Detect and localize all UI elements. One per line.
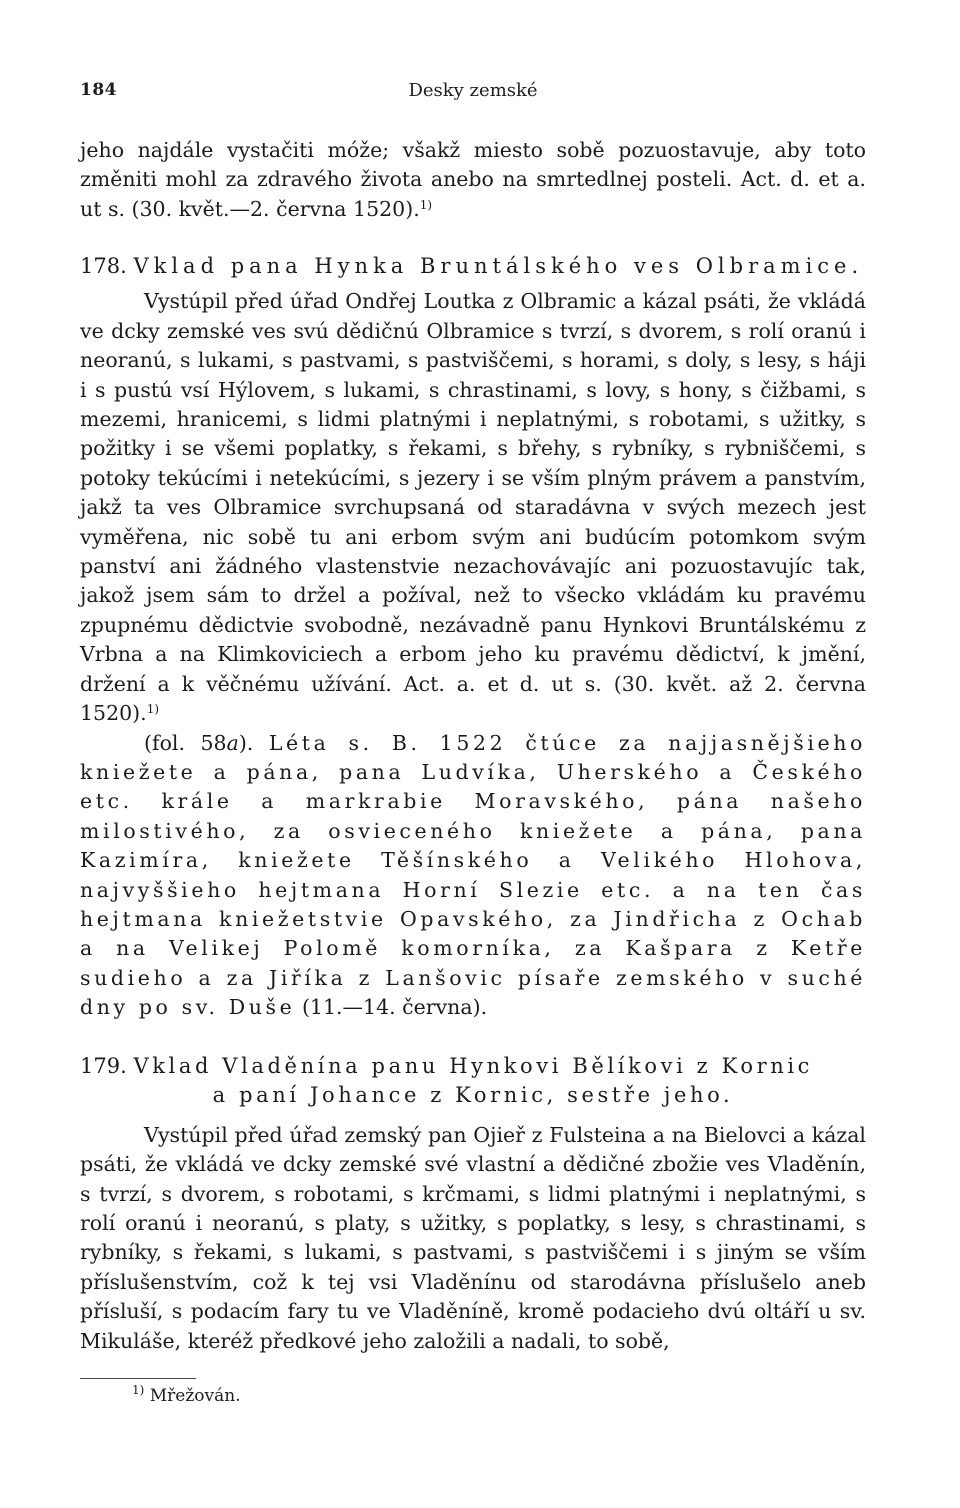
date-formula: Léta s. B. 1522 čtúce za najjasnějšieho kniežete a pána, pana Ludvíka, Uherského a Českého etc. krále a markrabie Moravského, pána našeho milostivého, za osvieceného kniežete a pána, pana Kazimíra, kniežete Těšínského a Velikého Hlohova, najvyššieho hejtmana Horní Slezie etc. a na ten čas hejtmana kniežetstvie Opavského, za Jindřicha z Ochab a na Velikej Polomě komorníka, za Kašpara z Ketře sudieho a za Jiříka z Lanšovic písaře zemského v suché dny po sv. Duše [80,730,866,1020]
page-number: 184 [80,80,117,100]
paragraph: Vystúpil před úřad Ondřej Loutka z Olbramic a kázal psáti, že vkládá ve dcky zemské ves svú dědičnú Olbramice s tvrzí, s dvorem, s rolí oranú i neoranú, s lukami, s pastvami, s pastviščemi, s horami, s doly, s lesy, s háji i s pustú vsí Hýlovem, s lukami, s chrastinami, s lovy, s hony, s čižbami, s mezemi, hranicemi, s lidmi platnými i neplatnými, s robotami, s užitky, s požitky i se všemi poplatky, s řekami, s břehy, s rybníky, s rybniščemi, s potoky tekúcími i netekúcími, s jezery i se vším plným právem a panstvím, jakž ta ves Olbramice svrchupsaná od staradávna v svých mezech jest vyměřena, nic sobě tu ani erbom svým ani budúcím potomkom svým panství ani žádného vlastenstvie nezachovávajíc ani pozuostavujíc tak, jakož jsem sám to držel a požíval, než to všecko vkládám ku pravému zpupnému dědictvie svobodně, nezávadně panu Hynkovi Bruntálskému z Vrbna a na Klimkoviciech a erbom jeho ku pravému dědictví, k jmění, držení a k věčnému užívání. Act. a. et d. ut s. (30. květ. až 2. června 1520).$^{1)}$ [80,289,866,726]
entry-177-continuation [80,136,866,224]
entry-179 [80,1052,866,1356]
entry-title-line2: a paní Johance z Kornic, sestře jeho. [212,1083,734,1108]
footnote [132,1382,241,1411]
entry-title: Vklad pana Hynka Bruntálského ves Olbramice. [133,254,864,278]
entry-number: 178. [80,254,127,278]
date-range: (11.—14. června). [301,995,488,1020]
running-title: Desky zemské [408,80,538,101]
entry-title: Vklad Vladěnína panu Hynkovi Bělíkovi z Kornic [133,1054,814,1078]
entry-178 [80,252,866,1023]
entry-number: 179. [80,1054,127,1078]
footnote-text: Mřežován. [149,1386,241,1406]
footnote-divider [80,1378,196,1379]
folio-ref: (fol. 58a). [144,730,254,755]
paragraph: jeho najdále vystačiti móže; všakž miesto sobě pozuostavuje, aby toto změniti mohl za zdravého života anebo na smrtedlnej posteli. Act. d. et a. ut s. (30. květ.—2. června 1520).$^{1)}$ [80,138,866,221]
footnote-mark: 1) [419,197,433,212]
page-header [80,76,866,102]
entry-heading [80,1052,866,1081]
footnote-mark: 1) [132,1383,145,1397]
paragraph: Vystúpil před úřad zemský pan Ojieř z Fulsteina a na Bielovci a kázal psáti, že vkládá ve dcky zemské své vlastní a dědičné zbožie ves Vladěnín, s tvrzí, s dvorem, s robotami, s krčmami, s lidmi platnými i neplatnými, s rolí oranú i neoranú, s platy, s užitky, s poplatky, s lesy, s chrastinami, s rybníky, s řekami, s lukami, s pastvami, s pastviščemi i s jiným se vším příslušenstvím, což k tej vsi Vladěnínu od starodávna příslušelo aneb přísluší, s podacím fary tu ve Vladěníně, kromě podacieho dvú oltáří u sv. Mikuláše, kteréž předkové jeho založili a nadali, to sobě, [80,1122,866,1353]
entry-heading [80,252,866,281]
date-paragraph [80,729,866,1023]
footnote-mark: 1) [146,702,160,717]
